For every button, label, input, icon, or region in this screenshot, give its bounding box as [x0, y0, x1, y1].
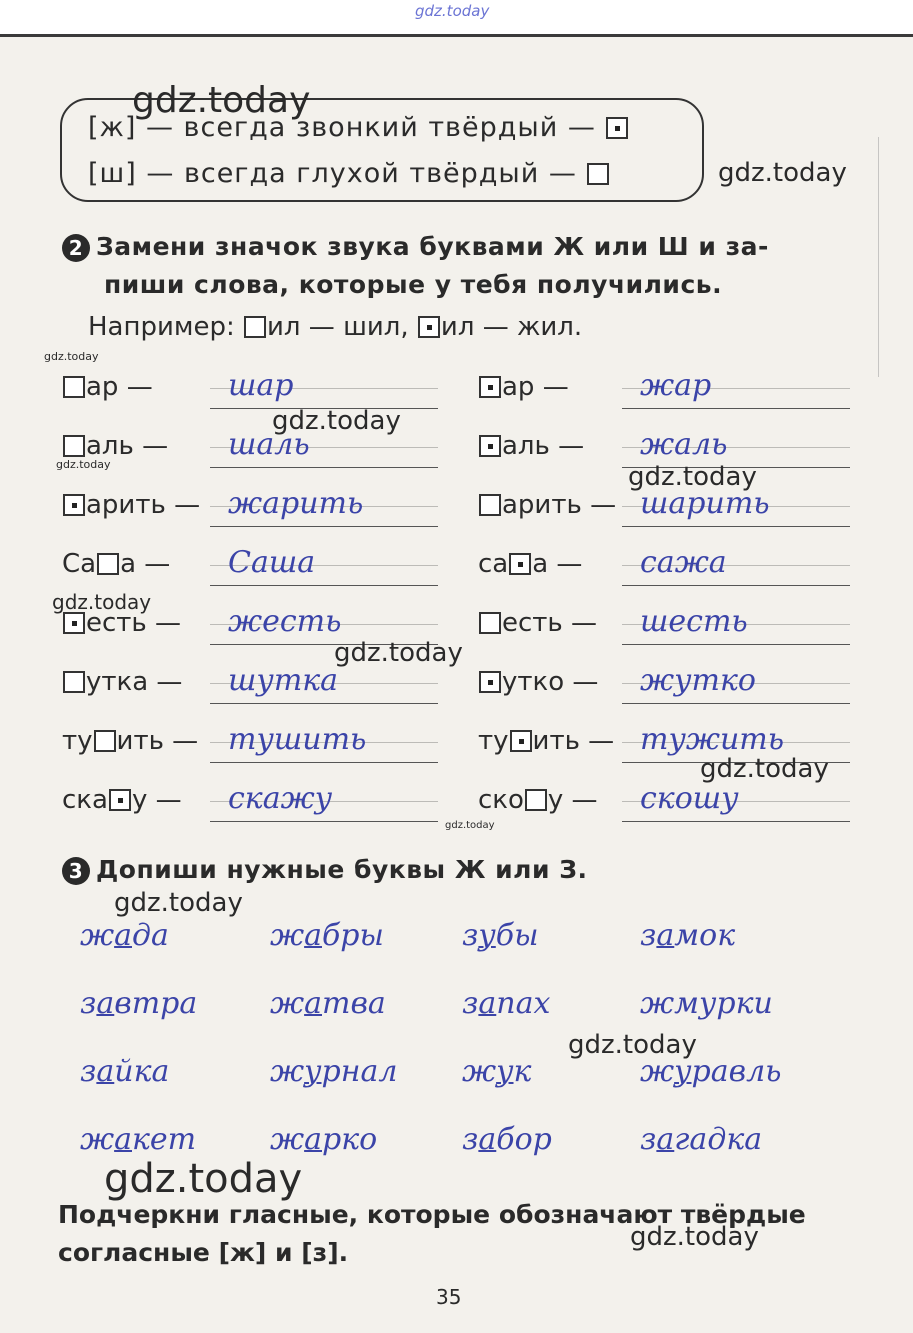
- inserted-letter: ж: [80, 1122, 115, 1157]
- handwritten-word: [640, 1122, 762, 1157]
- empty-square-icon: [525, 789, 547, 811]
- word-rest: кет: [132, 1122, 197, 1157]
- underlined-vowel: у: [478, 918, 496, 953]
- word-rest: йка: [114, 1054, 170, 1089]
- empty-square-icon: [479, 494, 501, 516]
- answer-line: [210, 703, 438, 704]
- handwritten-word: [80, 986, 197, 1021]
- inserted-letter: ж: [270, 1054, 305, 1089]
- answer-line: [622, 821, 850, 822]
- watermark: gdz.today: [272, 406, 401, 436]
- task-2-title-line-2: пиши слова, которые у тебя получились.: [104, 270, 723, 299]
- task-3-title-text: Допиши нужные буквы Ж или З.: [96, 855, 588, 884]
- word-rest: да: [132, 918, 169, 953]
- rule-line-2-text: [ш] — всегда глухой твёрдый —: [88, 158, 577, 189]
- word-rest: гадка: [674, 1122, 763, 1157]
- exercise-item-right: [478, 490, 616, 520]
- watermark: gdz.today: [52, 590, 152, 614]
- word-prefix: ска: [62, 785, 108, 815]
- watermark: gdz.today: [56, 458, 111, 471]
- handwritten-answer: скажу: [228, 781, 333, 816]
- rule-line-2: [88, 158, 610, 189]
- handwritten-word: [270, 1122, 377, 1157]
- word-rest: бы: [495, 918, 539, 953]
- word-suffix: ить —: [532, 726, 615, 756]
- handwritten-word: [80, 918, 169, 953]
- site-link[interactable]: gdz.today: [415, 2, 490, 20]
- underlined-vowel: у: [674, 1054, 692, 1089]
- dot-square-icon: [109, 789, 131, 811]
- underlined-vowel: а: [96, 1054, 115, 1089]
- underlined-vowel: а: [478, 986, 497, 1021]
- underlined-vowel: а: [114, 918, 132, 953]
- empty-square-icon: [479, 612, 501, 634]
- underlined-vowel: а: [478, 1122, 497, 1157]
- underlined-vowel: а: [304, 1122, 322, 1157]
- handwritten-answer: тужить: [640, 722, 785, 757]
- word-suffix: аль —: [502, 431, 585, 461]
- example-zhil: ил — жил.: [440, 312, 583, 342]
- watermark: gdz.today: [718, 158, 847, 188]
- handwritten-answer: скошу: [640, 781, 739, 816]
- word-suffix: ар —: [86, 372, 153, 402]
- underlined-vowel: у: [304, 1054, 322, 1089]
- dot-square-icon: [63, 612, 85, 634]
- dot-square-icon: [606, 117, 628, 139]
- word-prefix: ту: [62, 726, 93, 756]
- watermark: gdz.today: [700, 754, 829, 784]
- word-suffix: утко —: [502, 667, 599, 697]
- word-rest: мок: [674, 918, 736, 953]
- handwritten-answer: сажа: [640, 545, 727, 580]
- inserted-letter: ж: [80, 918, 115, 953]
- underlined-vowel: у: [496, 1054, 514, 1089]
- handwritten-word: [640, 986, 773, 1021]
- word-rest: пах: [496, 986, 551, 1021]
- exercise-item-left: [62, 549, 170, 579]
- answer-line: [210, 526, 438, 527]
- exercise-item-right: [478, 549, 582, 579]
- handwritten-answer: жарить: [228, 486, 364, 521]
- exercise-item-right: [478, 431, 584, 461]
- watermark: gdz.today: [628, 462, 757, 492]
- word-suffix: а —: [120, 549, 171, 579]
- handwritten-word: [270, 918, 384, 953]
- word-suffix: у —: [547, 785, 598, 815]
- word-rest: рнал: [321, 1054, 398, 1089]
- handwritten-answer: жаль: [640, 427, 728, 462]
- underlined-vowel: а: [304, 986, 322, 1021]
- handwritten-word: [270, 1054, 397, 1089]
- exercise-item-left: [62, 372, 153, 402]
- answer-line: [622, 408, 850, 409]
- empty-square-icon: [63, 671, 85, 693]
- inserted-letter: з: [462, 1122, 479, 1157]
- dot-square-icon: [479, 671, 501, 693]
- exercise-item-right: [478, 667, 598, 697]
- handwritten-word: [462, 1122, 552, 1157]
- inserted-letter: ж: [270, 1122, 305, 1157]
- word-rest: тва: [322, 986, 386, 1021]
- watermark: gdz.today: [630, 1222, 759, 1252]
- handwritten-answer: жутко: [640, 663, 756, 698]
- answer-line: [622, 703, 850, 704]
- word-prefix: ту: [478, 726, 509, 756]
- word-rest: равль: [691, 1054, 782, 1089]
- word-suffix: а —: [532, 549, 583, 579]
- dot-square-icon: [510, 730, 532, 752]
- word-suffix: ить —: [116, 726, 199, 756]
- handwritten-word: [80, 1054, 169, 1089]
- handwritten-answer: жесть: [228, 604, 342, 639]
- handwritten-answer: Саша: [228, 545, 316, 580]
- empty-square-icon: [63, 435, 85, 457]
- exercise-item-left: [62, 431, 168, 461]
- answer-line: [210, 821, 438, 822]
- word-rest: к: [513, 1054, 532, 1089]
- watermark: gdz.today: [334, 638, 463, 668]
- task-2-title-text-1: Замени значок звука буквами Ж или Ш и за-: [96, 232, 769, 261]
- answer-line: [210, 467, 438, 468]
- inserted-letter: з: [80, 1054, 97, 1089]
- underlined-vowel: а: [114, 1122, 132, 1157]
- word-suffix: ар —: [502, 372, 569, 402]
- watermark: gdz.today: [104, 1156, 303, 1202]
- underlined-vowel: а: [96, 986, 115, 1021]
- dot-square-icon: [509, 553, 531, 575]
- watermark: gdz.today: [114, 888, 243, 918]
- word-rest: бры: [322, 918, 384, 953]
- task-2-title-line-1: [62, 232, 769, 262]
- answer-line: [210, 585, 438, 586]
- word-prefix: ско: [478, 785, 524, 815]
- exercise-item-right: [478, 372, 569, 402]
- rule-line-1-text: [ж] — всегда звонкий твёрдый —: [88, 112, 596, 143]
- inserted-letter: з: [462, 986, 479, 1021]
- underlined-vowel: а: [304, 918, 322, 953]
- handwritten-word: [270, 986, 386, 1021]
- bottom-instruction-line-2: согласные [ж] и [з].: [58, 1238, 349, 1267]
- answer-line: [622, 585, 850, 586]
- word-suffix: есть —: [86, 608, 182, 638]
- dot-square-icon: [479, 435, 501, 457]
- exercise-item-left: [62, 785, 182, 815]
- watermark: gdz.today: [445, 820, 495, 831]
- dot-square-icon: [479, 376, 501, 398]
- dot-square-icon: [418, 316, 440, 338]
- word-prefix: Са: [62, 549, 97, 579]
- page-number: 35: [436, 1285, 462, 1309]
- word-suffix: аль —: [86, 431, 169, 461]
- page-margin-strip: [878, 137, 909, 377]
- answer-line: [622, 644, 850, 645]
- task-number-badge: 2: [62, 234, 90, 262]
- handwritten-word: [640, 918, 735, 953]
- exercise-item-right: [478, 785, 598, 815]
- word-rest: втра: [114, 986, 198, 1021]
- example-line: [88, 312, 582, 342]
- handwritten-answer: шесть: [640, 604, 748, 639]
- word-suffix: у —: [131, 785, 182, 815]
- handwritten-answer: шар: [228, 368, 294, 403]
- inserted-letter: ж: [270, 918, 305, 953]
- word-suffix: есть —: [502, 608, 598, 638]
- exercise-item-right: [478, 726, 614, 756]
- handwritten-word: [462, 986, 550, 1021]
- handwritten-answer: шутка: [228, 663, 339, 698]
- handwritten-answer: тушить: [228, 722, 367, 757]
- empty-square-icon: [94, 730, 116, 752]
- word-suffix: арить —: [502, 490, 617, 520]
- bottom-instruction-line-1: Подчеркни гласные, которые обозначают твёрдые: [58, 1200, 806, 1229]
- handwritten-answer: шарить: [640, 486, 770, 521]
- dot-square-icon: [63, 494, 85, 516]
- word-rest: бор: [496, 1122, 552, 1157]
- inserted-letter: з: [80, 986, 97, 1021]
- answer-line: [210, 762, 438, 763]
- underlined-vowel: а: [656, 918, 675, 953]
- inserted-letter: ж: [270, 986, 305, 1021]
- underlined-vowel: а: [656, 1122, 675, 1157]
- word-prefix: са: [478, 549, 509, 579]
- exercise-item-left: [62, 726, 198, 756]
- watermark: gdz.today: [568, 1030, 697, 1060]
- inserted-letter: ж: [640, 986, 675, 1021]
- inserted-letter: з: [640, 918, 657, 953]
- empty-square-icon: [97, 553, 119, 575]
- word-rest: мурки: [674, 986, 773, 1021]
- word-suffix: арить —: [86, 490, 201, 520]
- inserted-letter: ж: [640, 1054, 675, 1089]
- task-number-badge: 3: [62, 857, 90, 885]
- word-rest: рко: [322, 1122, 378, 1157]
- inserted-letter: з: [462, 918, 479, 953]
- exercise-item-right: [478, 608, 597, 638]
- empty-square-icon: [63, 376, 85, 398]
- handwritten-answer: жар: [640, 368, 712, 403]
- watermark: gdz.today: [132, 80, 311, 121]
- example-shil: ил — шил,: [267, 312, 409, 342]
- exercise-item-left: [62, 490, 200, 520]
- handwritten-word: [462, 918, 539, 953]
- task-3-title: [62, 855, 587, 885]
- empty-square-icon: [587, 163, 609, 185]
- top-bar: [0, 0, 913, 30]
- answer-line: [622, 526, 850, 527]
- exercise-item-left: [62, 667, 182, 697]
- watermark: gdz.today: [44, 350, 99, 363]
- handwritten-word: [80, 1122, 196, 1157]
- handwritten-word: [462, 1054, 531, 1089]
- example-label: Например:: [88, 312, 235, 342]
- word-suffix: утка —: [86, 667, 183, 697]
- inserted-letter: з: [640, 1122, 657, 1157]
- empty-square-icon: [244, 316, 266, 338]
- inserted-letter: ж: [462, 1054, 497, 1089]
- handwritten-answer: шаль: [228, 427, 310, 462]
